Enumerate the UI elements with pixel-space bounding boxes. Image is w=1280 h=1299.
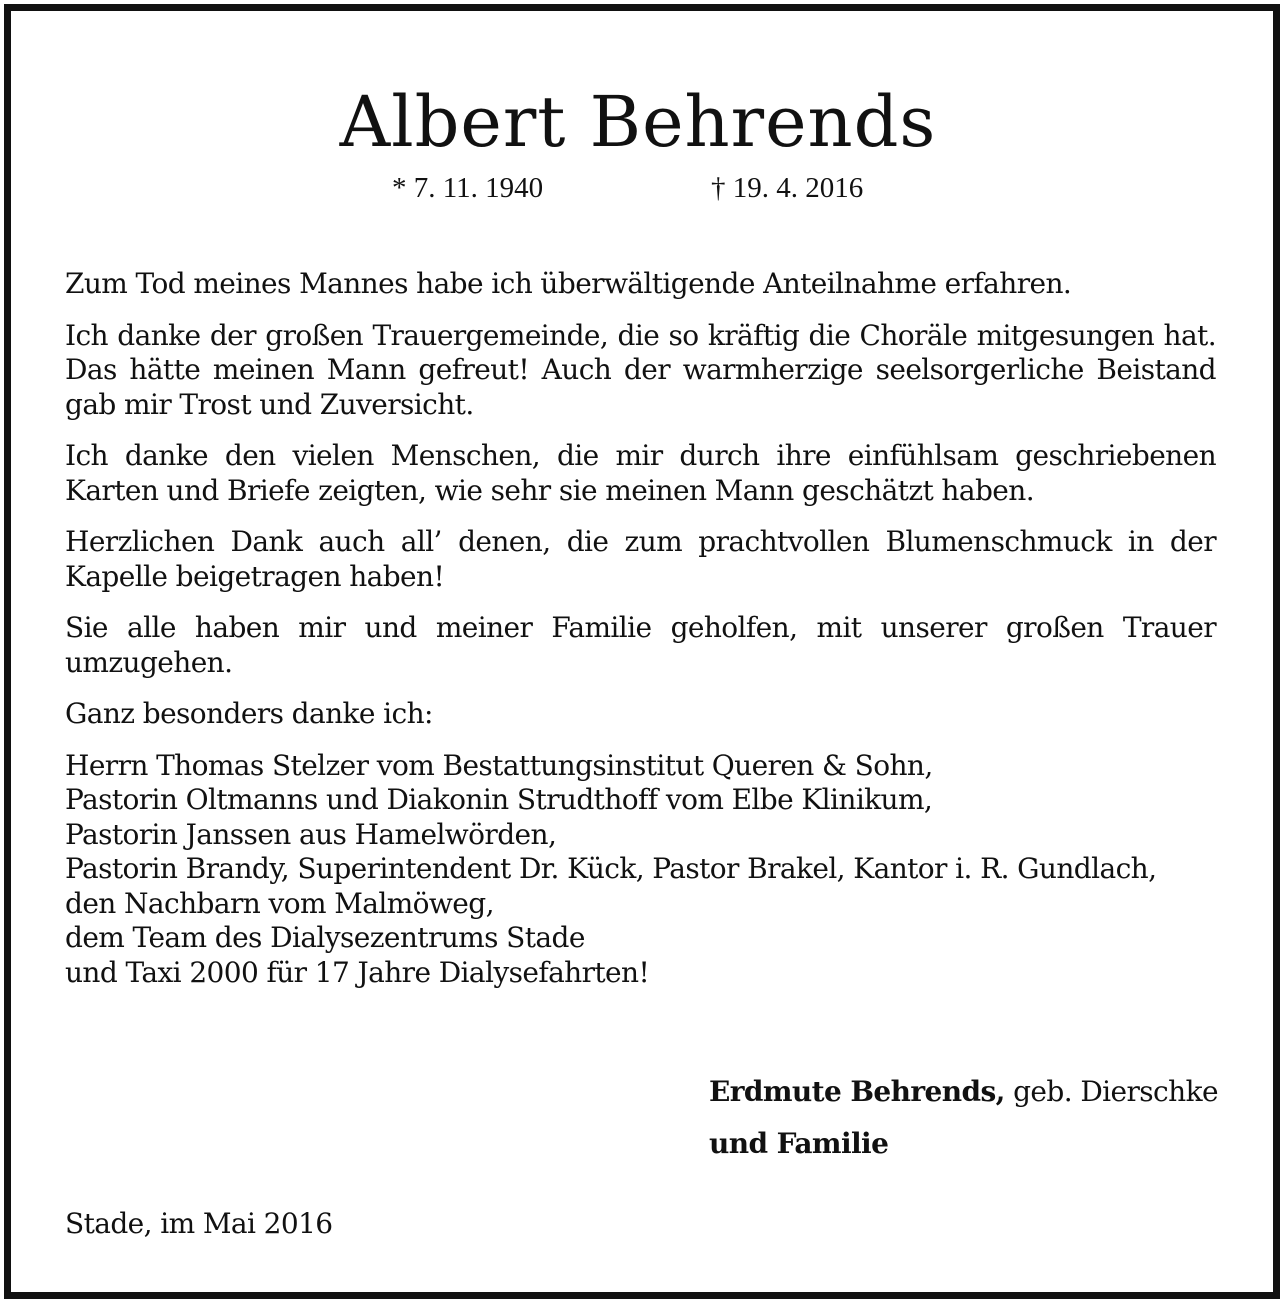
signature-line-1	[709, 1066, 1218, 1118]
paragraph-6: Ganz besonders danke ich:	[65, 697, 433, 730]
deceased-name: Albert Behrends	[339, 81, 937, 163]
paragraph-2: Ich danke der großen Trauergemeinde, die so kräftig die Choräle mitgesungen hat. Das hätte meinen Mann gefreut! Auch der warmherzige seelsorgerliche Beistand gab mir Trost und Zuversicht.	[65, 318, 1216, 421]
thanks-item: den Nachbarn vom Malmöweg,	[65, 886, 494, 920]
thanks-item: Pastorin Oltmanns und Diakonin Strudthoff vom Elbe Klinikum,	[65, 783, 933, 816]
signer-maiden-name: geb. Dierschke	[1004, 1075, 1218, 1108]
thanks-item: Herrn Thomas Stelzer vom Bestattungsinstitut Queren & Sohn,	[65, 748, 933, 782]
thanks-item: und Taxi 2000 für 17 Jahre Dialysefahrten!	[65, 955, 650, 989]
life-dates	[0, 170, 1276, 206]
birth-date: * 7. 11. 1940	[392, 172, 544, 204]
signer-name: Erdmute Behrends,	[709, 1075, 1005, 1108]
paragraph-5: Sie alle haben mir und meiner Familie geholfen, mit unserer großen Trauer umzugehen.	[65, 611, 1216, 679]
paragraph-4: Herzlichen Dank auch all’ denen, die zum prachtvollen Blumenschmuck in der Kapelle beigetragen haben!	[65, 525, 1216, 593]
place-date: Stade, im Mai 2016	[65, 1207, 333, 1240]
signer-family: und Familie	[709, 1127, 889, 1160]
message-body	[65, 267, 1216, 990]
death-date: † 19. 4. 2016	[711, 172, 864, 204]
thanks-list	[65, 749, 1216, 991]
paragraph-3: Ich danke den vielen Menschen, die mir durch ihre einfühlsam geschriebenen Karten und Briefe zeigten, wie sehr sie meinen Mann geschätzt haben.	[65, 439, 1216, 507]
thanks-item: dem Team des Dialysezentrums Stade	[65, 921, 585, 954]
signature-block	[709, 1066, 1218, 1170]
paragraph-1: Zum Tod meines Mannes habe ich überwältigende Anteilnahme erfahren.	[65, 267, 1072, 300]
thanks-item: Pastorin Janssen aus Hamelwörden,	[65, 817, 557, 851]
thanks-item: Pastorin Brandy, Superintendent Dr. Kück, Pastor Brakel, Kantor i. R. Gundlach,	[65, 852, 1157, 885]
